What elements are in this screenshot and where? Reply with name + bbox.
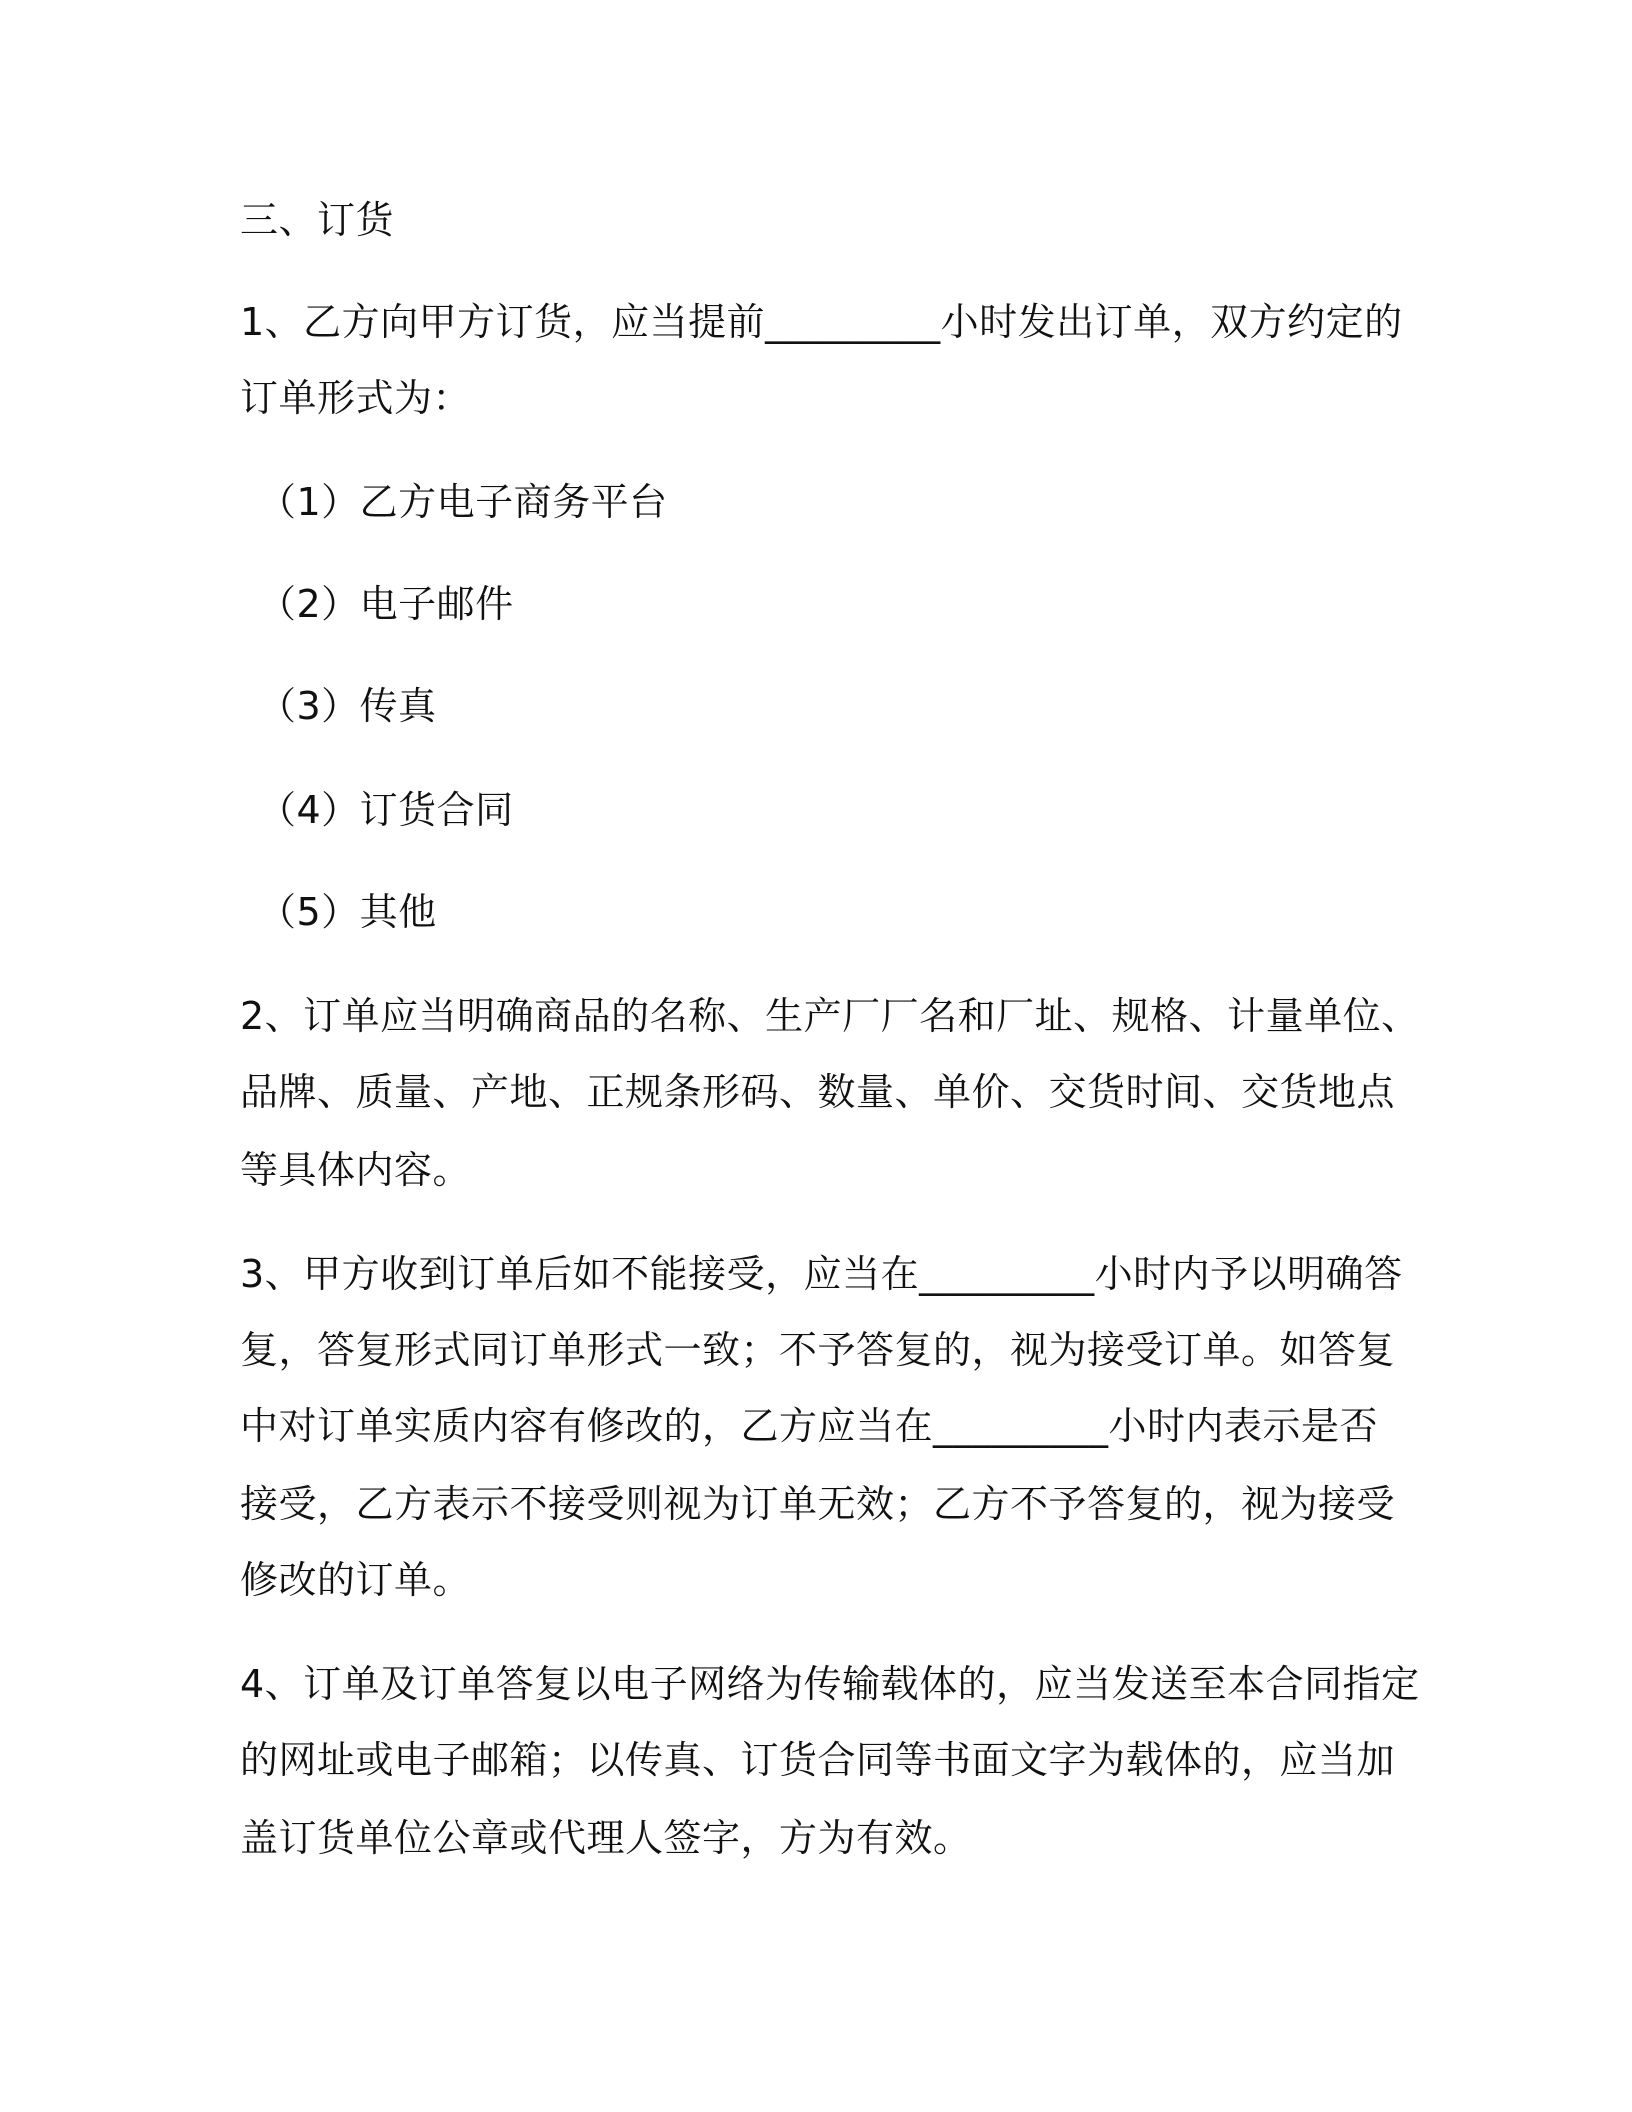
clause-3-line-1: 3、甲方收到订单后如不能接受，应当在_________小时内予以明确答 — [240, 1252, 1403, 1296]
clause-4-line-1: 4、订单及订单答复以电子网络为传输载体的，应当发送至本合同指定 — [240, 1662, 1420, 1706]
order-form-item-4: （4）订货合同 — [258, 788, 514, 832]
clause-1-line-2: 订单形式为： — [240, 376, 472, 420]
clause-4-line-3: 盖订货单位公章或代理人签字，方为有效。 — [240, 1816, 972, 1860]
clause-2-line-2: 品牌、质量、产地、正规条形码、数量、单价、交货时间、交货地点 — [240, 1070, 1396, 1114]
clause-1-line-1: 1、乙方向甲方订货，应当提前_________小时发出订单，双方约定的 — [240, 300, 1403, 344]
clause-3-line-2: 复，答复形式同订单形式一致；不予答复的，视为接受订单。如答复 — [240, 1328, 1396, 1372]
clause-4-line-2: 的网址或电子邮箱；以传真、订货合同等书面文字为载体的，应当加 — [240, 1738, 1396, 1782]
order-form-item-2: （2）电子邮件 — [258, 582, 514, 626]
section-heading: 三、订货 — [240, 198, 395, 242]
clause-2-line-3: 等具体内容。 — [240, 1148, 472, 1192]
clause-3-line-4: 接受，乙方表示不接受则视为订单无效；乙方不予答复的，视为接受 — [240, 1482, 1396, 1526]
clause-3-line-5: 修改的订单。 — [240, 1558, 472, 1602]
clause-3-line-3: 中对订单实质内容有修改的，乙方应当在_________小时内表示是否 — [240, 1404, 1379, 1448]
clause-2-line-1: 2、订单应当明确商品的名称、生产厂厂名和厂址、规格、计量单位、 — [240, 994, 1420, 1038]
order-form-item-3: （3）传真 — [258, 684, 437, 728]
order-form-item-5: （5）其他 — [258, 890, 437, 934]
order-form-item-1: （1）乙方电子商务平台 — [258, 480, 668, 524]
